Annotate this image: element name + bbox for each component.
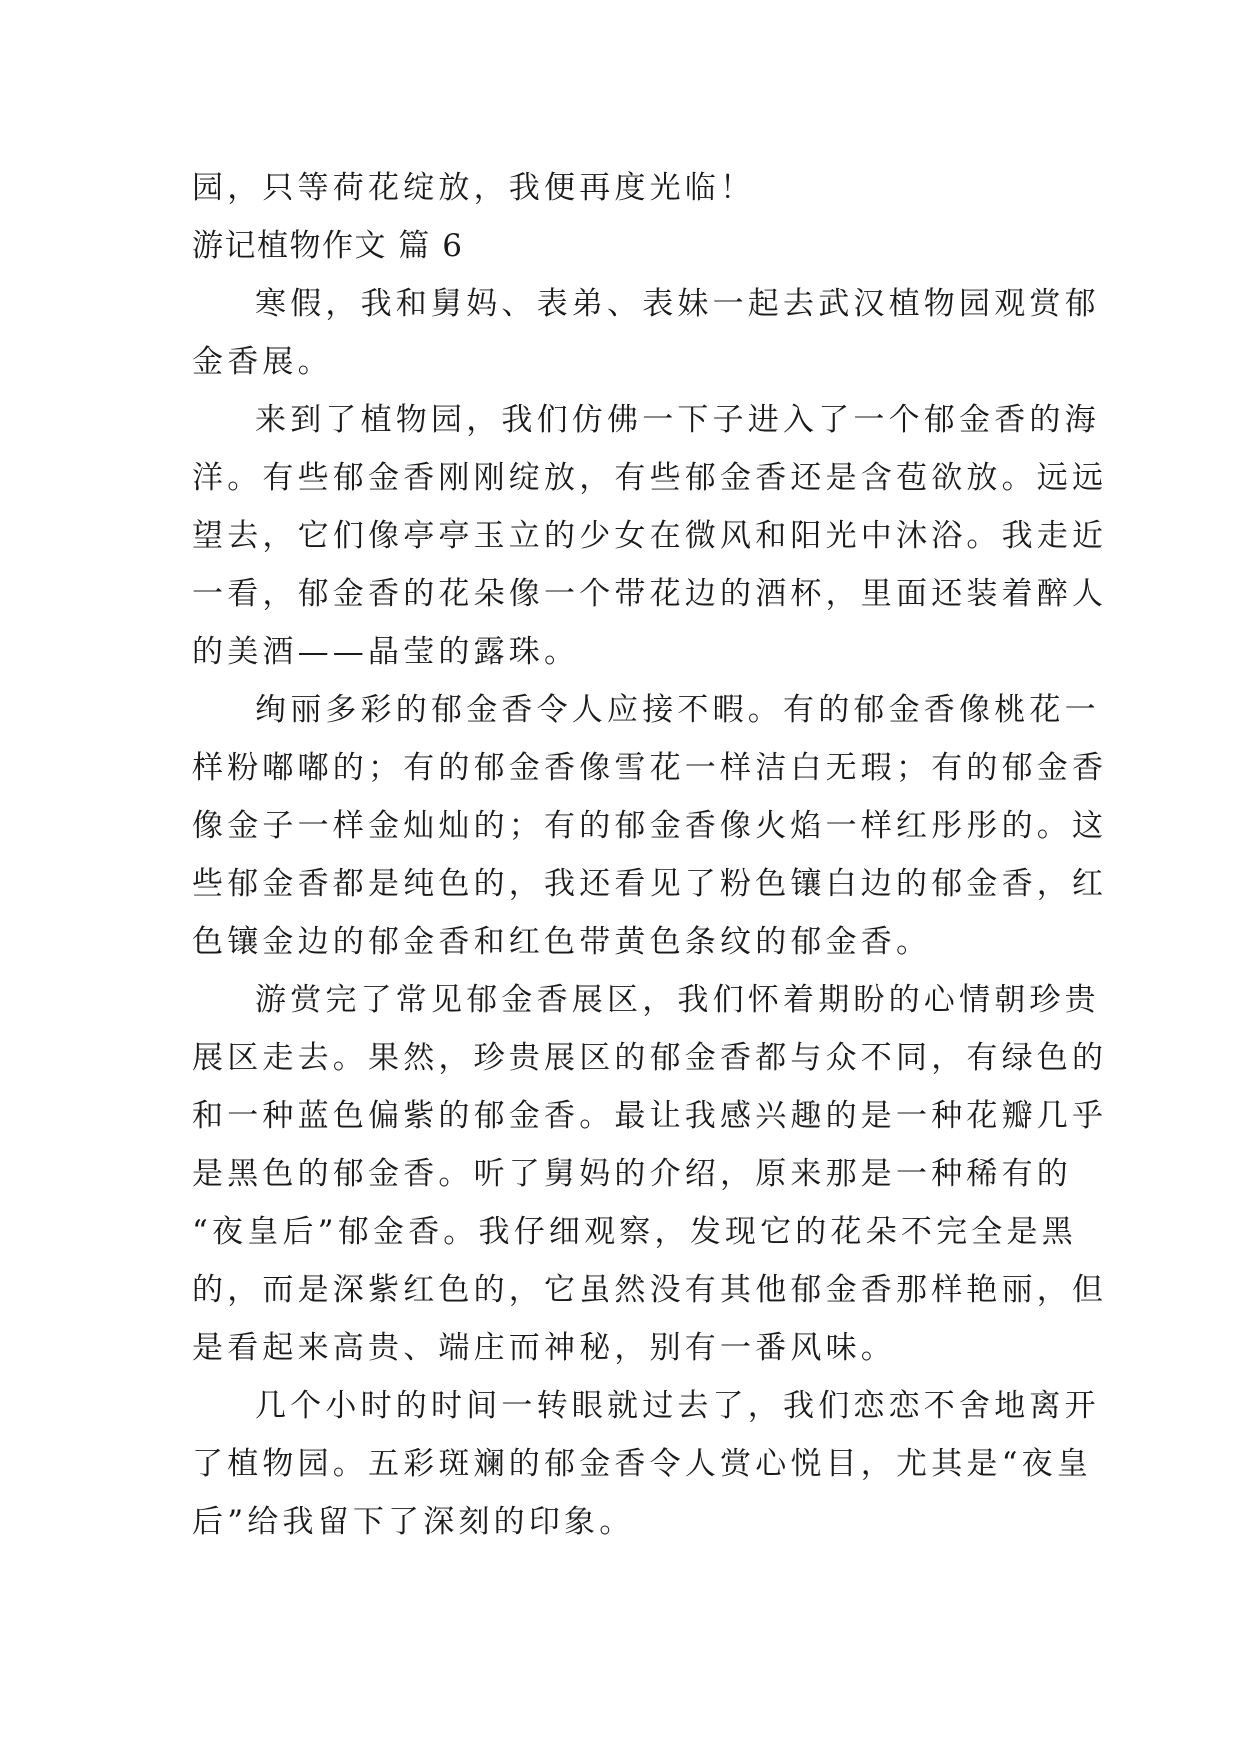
- paragraph-5-line: 了植物园。五彩斑斓的郁金香令人赏心悦目，尤其是“夜皇: [192, 1446, 1093, 1482]
- paragraph-3-line: 些郁金香都是纯色的，我还看见了粉色镶白边的郁金香，红: [192, 866, 1108, 902]
- paragraph-4-line: 游赏完了常见郁金香展区，我们怀着期盼的心情朝珍贵: [255, 982, 1100, 1018]
- paragraph-3-line: 像金子一样金灿灿的；有的郁金香像火焰一样红彤彤的。这: [192, 808, 1108, 844]
- paragraph-4-line: 是黑色的郁金香。听了舅妈的介绍，原来那是一种稀有的: [192, 1156, 1072, 1192]
- paragraph-4-line: “夜皇后”郁金香。我仔细观察，发现它的花朵不完全是黑: [192, 1214, 1077, 1250]
- section-heading: 游记植物作文 篇 6: [192, 228, 464, 264]
- paragraph-3-line: 样粉嘟嘟的；有的郁金香像雪花一样洁白无瑕；有的郁金香: [192, 750, 1108, 786]
- paragraph-5-line: 后”给我留下了深刻的印象。: [192, 1504, 635, 1540]
- text-line: 园，只等荷花绽放，我便再度光临！: [192, 170, 756, 206]
- paragraph-2-line: 的美酒——晶莹的露珠。: [192, 634, 580, 670]
- paragraph-1-line: 金香展。: [192, 344, 333, 380]
- paragraph-2-line: 望去，它们像亭亭玉立的少女在微风和阳光中沐浴。我走近: [192, 518, 1108, 554]
- paragraph-4-line: 的，而是深紫红色的，它虽然没有其他郁金香那样艳丽，但: [192, 1272, 1108, 1308]
- paragraph-2-line: 一看，郁金香的花朵像一个带花边的酒杯，里面还装着醉人: [192, 576, 1108, 612]
- paragraph-3-line: 绚丽多彩的郁金香令人应接不暇。有的郁金香像桃花一: [255, 692, 1100, 728]
- paragraph-5-line: 几个小时的时间一转眼就过去了，我们恋恋不舍地离开: [255, 1388, 1100, 1424]
- paragraph-3-line: 色镶金边的郁金香和红色带黄色条纹的郁金香。: [192, 924, 932, 960]
- paragraph-4-line: 是看起来高贵、端庄而神秘，别有一番风味。: [192, 1330, 896, 1366]
- paragraph-2-line: 来到了植物园，我们仿佛一下子进入了一个郁金香的海: [255, 402, 1100, 438]
- paragraph-2-line: 洋。有些郁金香刚刚绽放，有些郁金香还是含苞欲放。远远: [192, 460, 1108, 496]
- paragraph-4-line: 和一种蓝色偏紫的郁金香。最让我感兴趣的是一种花瓣几乎: [192, 1098, 1108, 1134]
- paragraph-4-line: 展区走去。果然，珍贵展区的郁金香都与众不同，有绿色的: [192, 1040, 1108, 1076]
- paragraph-1-line: 寒假，我和舅妈、表弟、表妹一起去武汉植物园观赏郁: [255, 286, 1100, 322]
